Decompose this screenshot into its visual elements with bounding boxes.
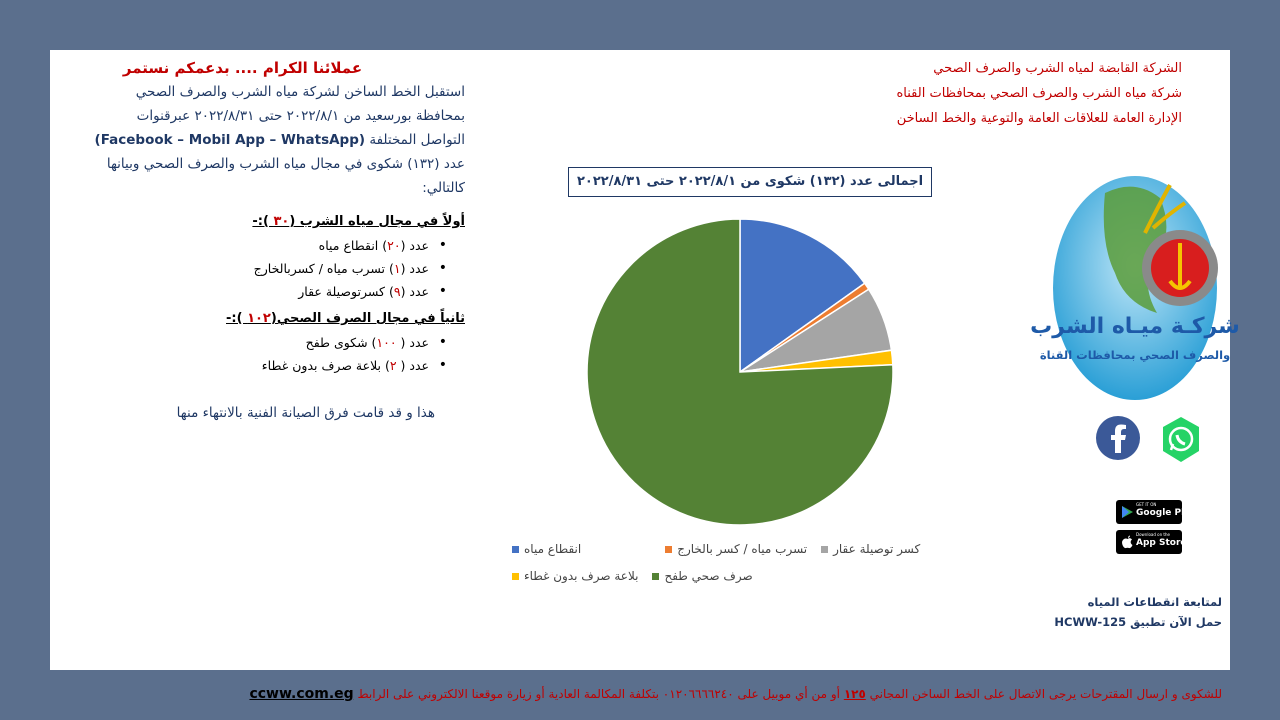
water-complaints-list [60, 234, 465, 303]
legend-swatch [512, 546, 519, 553]
pie-chart [580, 212, 900, 532]
section-sewage-suffix: ):- [226, 311, 248, 326]
intro-line-2: بمحافظة بورسعيد من ٢٠٢٢/٨/١ حتى ٢٠٢٢/٨/٣١ عبرقنوات [136, 108, 465, 124]
google-play-button[interactable] [1116, 500, 1196, 524]
channels-list: (Facebook – Mobil App – WhatsApp) [94, 132, 366, 148]
chart-title: اجمالى عدد (١٣٢) شكوى من ٢٠٢٢/٨/١ حتى ٢٠٢٢/٨/٣١ [568, 167, 932, 197]
app-promo-line-1: لمتابعة انقطاعات المياه [1087, 595, 1222, 609]
section-water-label: أولاً في مجال مياه الشرب ( [289, 214, 465, 229]
list-item: • عدد ( ١٠٠) شكوى طفح [60, 331, 447, 354]
list-item: • عدد (٢٠) انقطاع مياه [60, 234, 447, 257]
intro-line-3-ar: التواصل المختلفة [369, 132, 465, 148]
list-item: • عدد ( ٢) بلاعة صرف بدون غطاء [60, 354, 447, 377]
whatsapp-icon[interactable] [1158, 415, 1204, 465]
chart-legend [512, 542, 942, 596]
list-item: • عدد (١) تسرب مياه / كسربالخارج [60, 257, 447, 280]
intro-line-3 [60, 128, 465, 152]
google-play-sub: GET IT ON [1136, 502, 1157, 507]
google-play-label: Google Play [1136, 508, 1196, 518]
app-promo [1022, 592, 1222, 632]
facebook-icon[interactable] [1095, 415, 1141, 461]
app-promo-line-2: حمل الآن تطبيق HCWW-125 [1054, 615, 1222, 629]
legend-swatch [665, 546, 672, 553]
app-store-sub: Download on the [1136, 532, 1170, 537]
org-header [852, 56, 1182, 131]
list-item: • عدد (٩) كسرتوصيلة عقار [60, 280, 447, 303]
apple-icon [1121, 535, 1134, 549]
sewage-complaints-list [60, 331, 465, 377]
section-water-count: ٣٠ [273, 214, 290, 229]
section-sewage-title [60, 307, 465, 331]
org-line-2: شركة مياه الشرب والصرف الصحي بمحافظات القناه [896, 86, 1182, 101]
intro-line-1: استقبل الخط الساخن لشركة مياه الشرب والصرف الصحي [135, 84, 465, 100]
org-line-3: الإدارة العامة للعلاقات العامة والتوعية والخط الساخن [896, 111, 1182, 126]
legend-swatch [821, 546, 828, 553]
legend-row-1 [512, 542, 942, 556]
footer-contact [232, 686, 1222, 702]
closing-note: هذا و قد قامت فرق الصيانة الفنية بالانتهاء منها [176, 405, 435, 421]
legend-row-2 [512, 569, 942, 583]
intro-paragraph [60, 80, 465, 200]
section-water-suffix: ):- [252, 214, 274, 229]
website-link[interactable]: ccww.com.eg [249, 686, 354, 702]
company-logo [1030, 173, 1240, 408]
legend-item: كسر توصيلة عقار [821, 542, 920, 556]
section-sewage-count: ١٠٢ [247, 311, 271, 326]
legend-swatch [512, 573, 519, 580]
complaints-summary [60, 56, 465, 425]
app-store-label: App Store [1136, 538, 1187, 548]
org-line-1: الشركة القابضة لمياه الشرب والصرف الصحي [933, 61, 1182, 76]
section-water-title [60, 210, 465, 234]
footer-text-1: للشكوى و ارسال المقترحات يرجى الاتصال على الخط الساخن المجاني [865, 687, 1222, 701]
slide [50, 50, 1240, 670]
footer-text-2: أو من أي موبيل على ٠١٢٠٦٦٦٦٢٤٠ بتكلفة المكالمة العادية أو زيارة موقعنا الالكتروني على الرابط [357, 687, 844, 701]
app-store-button[interactable] [1116, 530, 1187, 554]
intro-line-5: كالتالي: [422, 180, 465, 196]
intro-line-4: عدد (١٣٢) شكوى في مجال مياه الشرب والصرف الصحي وبيانها [106, 156, 465, 172]
legend-swatch [652, 573, 659, 580]
footer-hotline: ١٢٥ [843, 687, 866, 701]
logo-line-1: شركـة ميـاه الشرب [1030, 314, 1240, 339]
section-sewage-label: ثانياً في مجال الصرف الصحي( [270, 311, 465, 326]
legend-item: انقطاع مياه [512, 542, 581, 556]
google-play-icon [1121, 505, 1134, 519]
logo-line-2: والصرف الصحي بمحافظات القناة [1039, 348, 1231, 362]
slogan: عملائنا الكرام .... بدعمكم نستمر [122, 59, 363, 77]
legend-item: تسرب مياه / كسر بالخارج [665, 542, 807, 556]
legend-item: بلاعة صرف بدون غطاء [512, 569, 638, 583]
legend-item: صرف صحي طفح [652, 569, 752, 583]
